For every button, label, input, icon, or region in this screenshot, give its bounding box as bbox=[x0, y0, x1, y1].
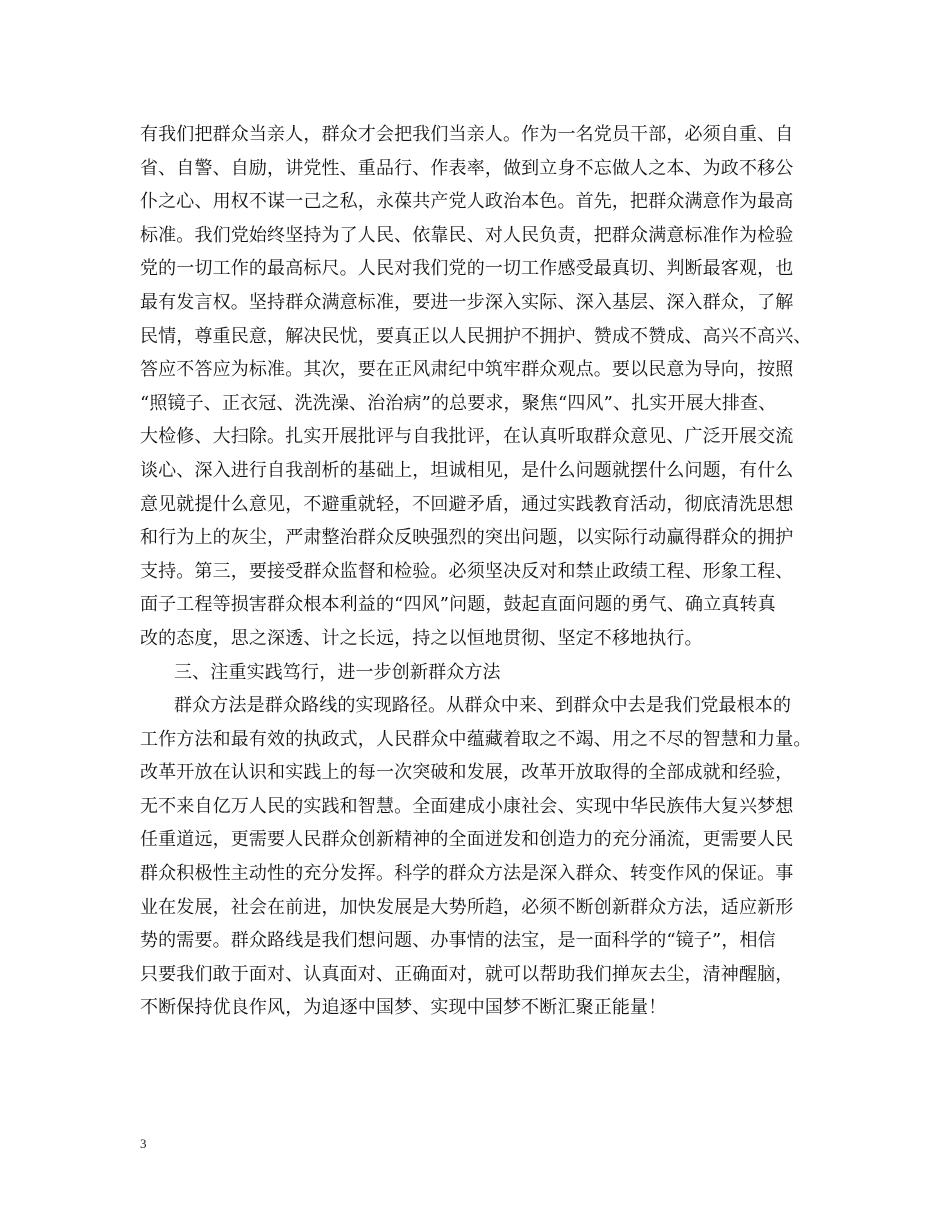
text-line: 群众方法是群众路线的实现路径。从群众中来、到群众中去是我们党最根本的 bbox=[174, 695, 792, 717]
text-line: 无不来自亿万人民的实践和智慧。全面建成小康社会、实现中华民族伟大复兴梦想 bbox=[140, 795, 794, 817]
text-line: “照镜子、正衣冠、洗洗澡、治治病”的总要求，聚焦“四风”、扎实开展大排查、 bbox=[140, 392, 777, 414]
text-line: 谈心、深入进行自我剖析的基础上，坦诚相见，是什么问题就摆什么问题，有什么 bbox=[140, 459, 794, 481]
text-line: 省、自警、自励，讲党性、重品行、作表率，做到立身不忘做人之本、为政不移公 bbox=[140, 157, 794, 179]
text-line: 党的一切工作的最高标尺。人民对我们党的一切工作感受最真切、判断最客观，也 bbox=[140, 258, 794, 280]
text-line: 支持。第三，要接受群众监督和检验。必须坚决反对和禁止政绩工程、形象工程、 bbox=[140, 560, 794, 582]
text-line: 意见就提什么意见，不避重就轻，不回避矛盾，通过实践教育活动，彻底清洗思想 bbox=[140, 493, 794, 515]
page-number: 3 bbox=[140, 1136, 147, 1151]
text-line: 答应不答应为标准。其次，要在正风肃纪中筑牢群众观点。要以民意为导向，按照 bbox=[140, 359, 794, 381]
body-text bbox=[140, 118, 840, 1025]
text-line: 群众积极性主动性的充分发挥。科学的群众方法是深入群众、转变作风的保证。事 bbox=[140, 863, 794, 885]
text-line: 标准。我们党始终坚持为了人民、依靠民、对人民负责，把群众满意标准作为检验 bbox=[140, 224, 794, 246]
text-line: 改的态度，思之深透、计之长远，持之以恒地贯彻、坚定不移地执行。 bbox=[140, 627, 703, 649]
text-line: 有我们把群众当亲人，群众才会把我们当亲人。作为一名党员干部，必须自重、自 bbox=[140, 124, 794, 145]
text-line: 势的需要。群众路线是我们想问题、办事情的法宝，是一面科学的“镜子”，相信 bbox=[140, 930, 776, 952]
text-line: 仆之心、用权不谋一己之私，永葆共产党人政治本色。首先，把群众满意作为最高 bbox=[140, 191, 794, 213]
text-line: 只要我们敢于面对、认真面对、正确面对，就可以帮助我们掸灰去尘，清神醒脑， bbox=[140, 963, 794, 985]
text-line: 民情，尊重民意，解决民忧，要真正以人民拥护不拥护、赞成不赞成、高兴不高兴、 bbox=[140, 325, 812, 347]
text-line: 任重道远，更需要人民群众创新精神的全面迸发和创造力的充分涌流，更需要人民 bbox=[140, 829, 794, 851]
text-line: 面子工程等损害群众根本利益的“四风”问题，鼓起直面问题的勇气、确立真转真 bbox=[140, 594, 776, 616]
text-line: 业在发展，社会在前进，加快发展是大势所趋，必须不断创新群众方法，适应新形 bbox=[140, 896, 794, 918]
text-line: 和行为上的灰尘，严肃整治群众反映强烈的突出问题，以实际行动赢得群众的拥护 bbox=[140, 527, 794, 549]
text-line: 不断保持优良作风，为追逐中国梦、实现中国梦不断汇聚正能量！ bbox=[140, 997, 667, 1019]
text-line: 最有发言权。坚持群众满意标准，要进一步深入实际、深入基层、深入群众，了解 bbox=[140, 291, 794, 313]
text-line: 改革开放在认识和实践上的每一次突破和发展，改革开放取得的全部成就和经验， bbox=[140, 762, 794, 784]
text-line: 工作方法和最有效的执政式，人民群众中蕴藏着取之不竭、用之不尽的智慧和力量。 bbox=[140, 728, 812, 750]
section-heading: 三、注重实践笃行，进一步创新群众方法 bbox=[174, 661, 501, 683]
text-line: 大检修、大扫除。扎实开展批评与自我批评，在认真听取群众意见、广泛开展交流 bbox=[140, 426, 794, 448]
